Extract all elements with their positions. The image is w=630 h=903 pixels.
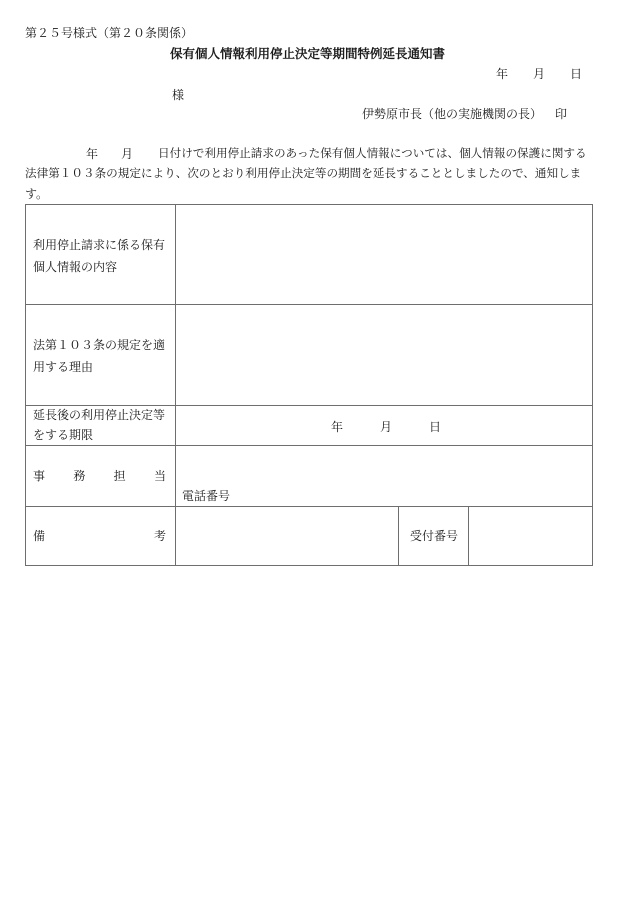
label-line: をする期限 xyxy=(33,428,94,442)
issuer-name: 伊勢原市長（他の実施機関の長） xyxy=(362,107,543,121)
receipt-number-label: 受付番号 xyxy=(410,529,459,543)
content-value-field[interactable] xyxy=(176,205,592,304)
header-date-day: 日 xyxy=(570,67,583,81)
body-month: 月 xyxy=(121,147,134,161)
reason-value-field[interactable] xyxy=(176,305,592,405)
label-char: 考 xyxy=(153,529,166,543)
row-label-remarks xyxy=(33,525,166,547)
column-divider xyxy=(398,506,399,565)
remarks-value-field[interactable] xyxy=(176,507,397,565)
form-number: 第２５号様式（第２０条関係） xyxy=(25,26,194,40)
receipt-number-field[interactable] xyxy=(469,507,592,565)
deadline-day: 日 xyxy=(429,420,442,434)
row-label-deadline xyxy=(33,405,165,445)
deadline-year: 年 xyxy=(331,420,344,434)
phone-number-label: 電話番号 xyxy=(182,489,231,503)
body-line1: 日付けで利用停止請求のあった保有個人情報については、個人情報の保護に関する xyxy=(158,146,587,160)
label-char: 担 xyxy=(113,469,126,483)
body-line3: す。 xyxy=(25,187,49,201)
label-char: 事 xyxy=(33,469,46,483)
header-date-year: 年 xyxy=(496,67,509,81)
notice-table xyxy=(25,204,593,566)
label-char: 備 xyxy=(33,529,46,543)
label-line: 法第１０３条の規定を適 xyxy=(33,338,166,352)
label-char: 務 xyxy=(73,469,86,483)
row-label-staff xyxy=(33,465,166,487)
label-line: 延長後の利用停止決定等 xyxy=(33,408,166,422)
addressee-suffix: 様 xyxy=(172,88,185,102)
label-line: 個人情報の内容 xyxy=(33,260,118,274)
row-label-content xyxy=(33,234,165,278)
seal-mark: 印 xyxy=(555,107,568,121)
deadline-month: 月 xyxy=(380,420,393,434)
row-label-reason xyxy=(33,334,165,378)
label-line: 利用停止請求に係る保有 xyxy=(33,238,166,252)
body-line2: 法律第１０３条の規定により、次のとおり利用停止決定等の期間を延長することとしましたので、通知しま xyxy=(25,166,582,180)
row-divider xyxy=(26,445,592,446)
label-char: 当 xyxy=(153,469,166,483)
document-title: 保有個人情報利用停止決定等期間特例延長通知書 xyxy=(170,46,446,61)
header-date-month: 月 xyxy=(533,67,546,81)
body-year: 年 xyxy=(86,147,99,161)
label-line: 用する理由 xyxy=(33,360,94,374)
